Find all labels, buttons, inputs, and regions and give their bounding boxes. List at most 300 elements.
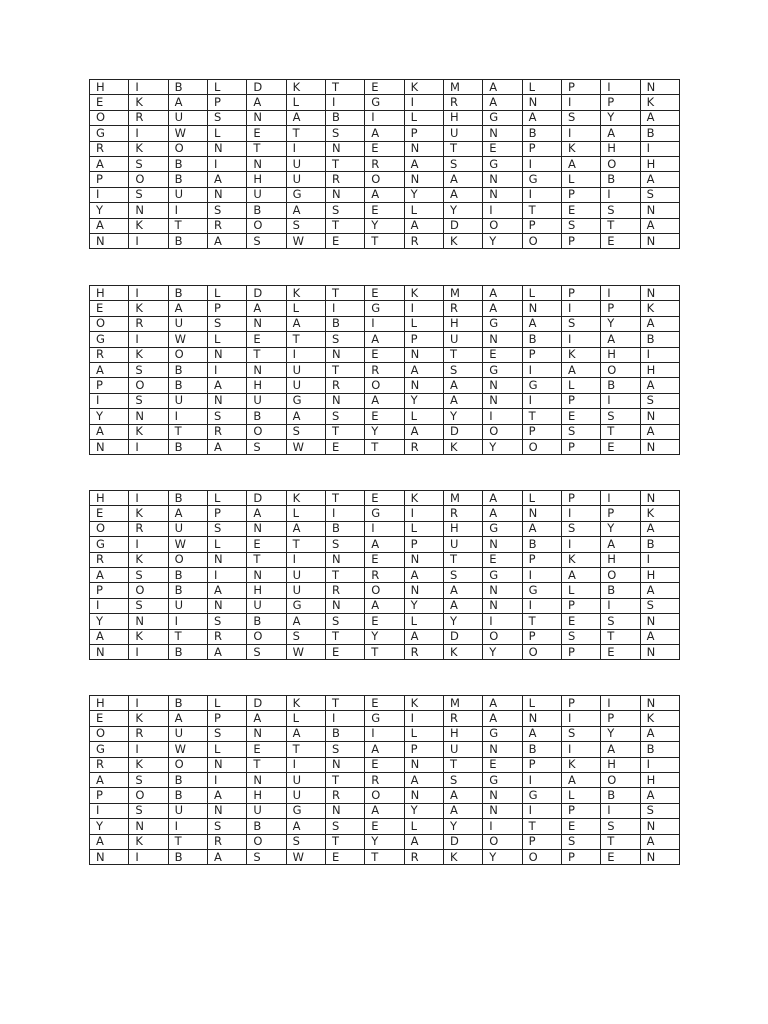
letter-cell: N [404,788,443,803]
letter-cell: E [483,141,522,156]
letter-cell: I [561,126,600,141]
letter-cell: P [601,506,640,521]
letter-cell: H [601,141,640,156]
letter-cell: I [90,803,129,818]
letter-cell: U [247,803,286,818]
letter-cell: U [286,772,325,787]
grid-row [90,439,680,454]
letter-cell: N [207,757,246,772]
letter-cell: B [168,362,207,377]
letter-cell: I [129,332,168,347]
letter-cell: N [640,819,679,834]
letter-cell: N [325,141,364,156]
letter-cell: G [365,95,404,110]
letter-cell: Y [404,393,443,408]
grid-row [90,172,680,187]
letter-cell: P [601,301,640,316]
letter-cell: U [247,598,286,613]
letter-cell: I [522,156,561,171]
letter-cell: I [168,409,207,424]
letter-cell: R [443,506,482,521]
letter-cell: N [90,644,129,659]
letter-cell: N [522,301,561,316]
letter-cell: O [522,644,561,659]
grid-row [90,819,680,834]
letter-cell: A [168,95,207,110]
letter-cell: U [247,187,286,202]
letter-cell: H [443,316,482,331]
letter-cell: G [522,583,561,598]
letter-cell: P [561,187,600,202]
letter-cell: B [168,567,207,582]
letter-cell: S [325,126,364,141]
letter-cell: I [207,772,246,787]
letter-cell: N [247,362,286,377]
grid-row [90,126,680,141]
letter-cell: T [168,424,207,439]
letter-cell: I [404,711,443,726]
letter-cell: A [483,80,522,95]
letter-cell: I [640,552,679,567]
grid-row [90,629,680,644]
letter-cell: L [207,742,246,757]
letter-cell: K [286,80,325,95]
letter-cell: K [443,439,482,454]
letter-cell: S [601,614,640,629]
letter-cell: D [247,80,286,95]
letter-cell: B [640,742,679,757]
letter-cell: B [325,521,364,536]
letter-cell: E [247,537,286,552]
letter-cell: T [325,491,364,506]
letter-cell: O [483,424,522,439]
letter-cell: S [561,110,600,125]
letter-cell: I [207,156,246,171]
letter-cell: N [404,583,443,598]
letter-cell: W [286,849,325,864]
letter-cell: N [640,439,679,454]
letter-cell: K [404,286,443,301]
letter-cell: K [561,552,600,567]
letter-cell: T [286,332,325,347]
letter-cell: A [286,316,325,331]
letter-cell: U [168,316,207,331]
letter-cell: Y [443,409,482,424]
letter-cell: E [483,552,522,567]
letter-cell: T [325,834,364,849]
letter-cell: N [247,726,286,741]
letter-cell: S [443,362,482,377]
letter-cell: T [286,537,325,552]
letter-cell: U [286,378,325,393]
letter-cell: A [483,286,522,301]
letter-cell: W [168,537,207,552]
letter-cell: R [404,644,443,659]
letter-cell: O [247,424,286,439]
letter-cell: G [483,726,522,741]
grid-row [90,316,680,331]
letter-cell: K [561,347,600,362]
letter-cell: S [561,521,600,536]
letter-cell: K [129,834,168,849]
letter-cell: T [325,362,364,377]
letter-cell: A [640,521,679,536]
letter-cell: W [286,233,325,248]
letter-cell: O [365,378,404,393]
letter-cell: L [404,726,443,741]
letter-cell: B [522,742,561,757]
letter-cell: H [90,696,129,711]
letter-cell: P [561,696,600,711]
letter-cell: P [561,286,600,301]
letter-cell: I [483,203,522,218]
letter-cell: I [601,803,640,818]
letter-cell: B [168,378,207,393]
letter-cell: I [601,491,640,506]
letter-cell: G [483,772,522,787]
letter-cell: N [247,156,286,171]
letter-cell: I [404,301,443,316]
letter-cell: S [325,203,364,218]
letter-cell: S [129,803,168,818]
letter-cell: Y [483,644,522,659]
letter-cell: D [247,286,286,301]
letter-cell: R [325,788,364,803]
letter-cell: T [168,834,207,849]
grid-row [90,803,680,818]
letter-cell: I [561,332,600,347]
letter-cell: W [286,439,325,454]
letter-cell: Y [404,803,443,818]
letter-cell: E [365,819,404,834]
letter-cell: N [207,141,246,156]
letter-cell: I [601,393,640,408]
letter-cell: N [325,393,364,408]
letter-cell: I [207,567,246,582]
letter-cell: N [247,772,286,787]
letter-cell: A [207,849,246,864]
letter-cell: B [247,203,286,218]
letter-cell: A [601,537,640,552]
letter-cell: G [483,567,522,582]
letter-cell: D [247,491,286,506]
letter-cell: U [168,110,207,125]
letter-cell: I [483,409,522,424]
letter-cell: N [325,803,364,818]
grid-row [90,218,680,233]
letter-cell: A [365,126,404,141]
letter-cell: K [129,141,168,156]
letter-cell: A [365,803,404,818]
letter-cell: K [640,506,679,521]
letter-cell: B [640,126,679,141]
letter-cell: E [325,849,364,864]
letter-cell: B [168,439,207,454]
grid-row [90,598,680,613]
letter-cell: B [168,172,207,187]
grid-row [90,187,680,202]
letter-cell: I [601,187,640,202]
letter-cell: P [404,332,443,347]
letter-cell: P [522,141,561,156]
letter-cell: E [365,614,404,629]
letter-cell: Y [90,614,129,629]
letter-cell: B [601,172,640,187]
letter-cell: H [601,552,640,567]
letter-cell: R [404,849,443,864]
letter-cell: S [286,834,325,849]
letter-cell: A [286,819,325,834]
letter-cell: L [207,126,246,141]
letter-cell: I [522,187,561,202]
letter-cell: I [561,506,600,521]
letter-cell: A [443,598,482,613]
letter-cell: I [601,286,640,301]
letter-cell: Y [443,203,482,218]
letter-cell: K [129,629,168,644]
letter-cell: A [286,110,325,125]
letter-cell: E [365,696,404,711]
letter-cell: N [129,409,168,424]
letter-cell: K [129,757,168,772]
letter-cell: R [90,757,129,772]
letter-cell: E [365,491,404,506]
letter-cell: A [640,378,679,393]
letter-cell: T [443,757,482,772]
letter-cell: T [325,424,364,439]
letter-cell: L [207,80,246,95]
letter-cell: S [207,110,246,125]
letter-cell: N [90,439,129,454]
letter-cell: I [129,126,168,141]
letter-cell: S [443,156,482,171]
letter-cell: I [129,742,168,757]
letter-cell: K [129,301,168,316]
letter-cell: N [404,141,443,156]
letter-cell: S [561,834,600,849]
letter-cell: N [522,711,561,726]
letter-cell: P [404,126,443,141]
grid-row [90,301,680,316]
letter-cell: B [522,537,561,552]
letter-cell: K [129,347,168,362]
letter-cell: G [365,301,404,316]
letter-cell: G [483,110,522,125]
letter-cell: I [129,439,168,454]
letter-cell: R [325,172,364,187]
letter-cell: T [325,772,364,787]
letter-cell: P [561,491,600,506]
letter-cell: S [325,409,364,424]
letter-cell: E [561,819,600,834]
letter-cell: E [247,332,286,347]
letter-cell: I [90,187,129,202]
grid-row [90,332,680,347]
letter-cell: T [247,757,286,772]
letter-cell: A [207,378,246,393]
letter-cell: S [561,218,600,233]
letter-cell: B [522,126,561,141]
grid-row [90,696,680,711]
letter-cell: T [443,552,482,567]
letter-cell: D [443,424,482,439]
letter-cell: A [207,644,246,659]
letter-cell: S [443,567,482,582]
letter-cell: H [443,726,482,741]
letter-cell: S [640,187,679,202]
letter-cell: T [443,347,482,362]
letter-cell: H [640,362,679,377]
letter-cell: A [522,521,561,536]
letter-cell: U [247,393,286,408]
letter-cell: R [443,95,482,110]
grid-row [90,424,680,439]
letter-cell: Y [601,521,640,536]
letter-cell: T [365,439,404,454]
letter-cell: L [522,696,561,711]
letter-cell: I [561,711,600,726]
letter-cell: E [325,439,364,454]
letter-cell: R [404,233,443,248]
letter-cell: B [247,819,286,834]
letter-cell: U [443,742,482,757]
letter-cell: E [90,301,129,316]
letter-cell: D [247,696,286,711]
letter-cell: P [207,95,246,110]
letter-cell: E [561,409,600,424]
letter-cell: L [207,696,246,711]
letter-cell: N [404,347,443,362]
letter-cell: A [207,788,246,803]
letter-cell: I [286,347,325,362]
letter-cell: A [365,332,404,347]
letter-cell: L [404,110,443,125]
letter-cell: Y [601,316,640,331]
letter-cell: B [247,409,286,424]
letter-cell: L [404,614,443,629]
letter-cell: T [601,218,640,233]
letter-cell: P [561,80,600,95]
letter-cell: A [365,393,404,408]
letter-cell: K [129,218,168,233]
letter-cell: A [601,332,640,347]
letter-cell: A [640,316,679,331]
grid-row [90,156,680,171]
letter-cell: I [325,711,364,726]
letter-cell: P [207,301,246,316]
letter-cell: Y [404,598,443,613]
letter-cell: R [90,552,129,567]
letter-cell: R [90,141,129,156]
letter-cell: E [325,644,364,659]
letter-cell: P [207,711,246,726]
letter-cell: I [129,537,168,552]
letter-cell: P [522,218,561,233]
letter-cell: S [640,598,679,613]
letter-cell: N [522,95,561,110]
letter-cell: I [90,393,129,408]
letter-cell: W [168,332,207,347]
letter-cell: B [168,788,207,803]
letter-cell: B [168,644,207,659]
letter-cell: U [286,567,325,582]
letter-cell: P [522,552,561,567]
letter-cell: G [483,362,522,377]
letter-cell: S [325,614,364,629]
letter-cell: U [286,172,325,187]
letter-cell: W [168,742,207,757]
letter-cell: Y [365,629,404,644]
letter-cell: M [443,491,482,506]
letter-cell: B [640,537,679,552]
letter-cell: H [90,286,129,301]
letter-cell: N [404,552,443,567]
letter-cell: N [483,126,522,141]
letter-cell: E [561,614,600,629]
letter-cell: I [129,80,168,95]
letter-cell: S [207,726,246,741]
letter-cell: R [90,347,129,362]
letter-cell: P [561,598,600,613]
letter-cell: T [325,286,364,301]
letter-cell: N [404,172,443,187]
letter-cell: N [640,233,679,248]
letter-cell: T [325,218,364,233]
letter-cell: Y [365,218,404,233]
letter-cell: B [325,726,364,741]
letter-cell: S [325,819,364,834]
letter-cell: O [90,316,129,331]
letter-cell: O [522,439,561,454]
letter-cell: U [168,598,207,613]
grid-row [90,203,680,218]
letter-cell: T [247,141,286,156]
grid-row [90,521,680,536]
letter-cell: S [561,629,600,644]
letter-cell: G [90,332,129,347]
letter-cell: L [286,711,325,726]
letter-cell: M [443,80,482,95]
letter-cell: I [129,286,168,301]
letter-cell: W [286,644,325,659]
letter-cell: K [129,711,168,726]
letter-cell: A [404,424,443,439]
letter-cell: G [522,172,561,187]
letter-cell: E [247,742,286,757]
letter-cell: L [207,491,246,506]
letter-cell: I [640,347,679,362]
letter-cell: N [483,742,522,757]
letter-cell: A [601,742,640,757]
letter-cell: O [247,834,286,849]
letter-cell: K [129,552,168,567]
letter-cell: U [443,332,482,347]
letter-cell: B [168,696,207,711]
letter-cell: A [561,567,600,582]
letter-cell: B [522,332,561,347]
letter-cell: H [640,567,679,582]
letter-cell: O [247,629,286,644]
letter-cell: N [483,537,522,552]
letter-cell: B [168,583,207,598]
letter-cell: A [640,629,679,644]
letter-cell: N [404,757,443,772]
letter-cell: Y [90,409,129,424]
letter-cell: E [483,757,522,772]
letter-cell: A [443,803,482,818]
letter-cell: S [601,819,640,834]
letter-cell: B [168,286,207,301]
